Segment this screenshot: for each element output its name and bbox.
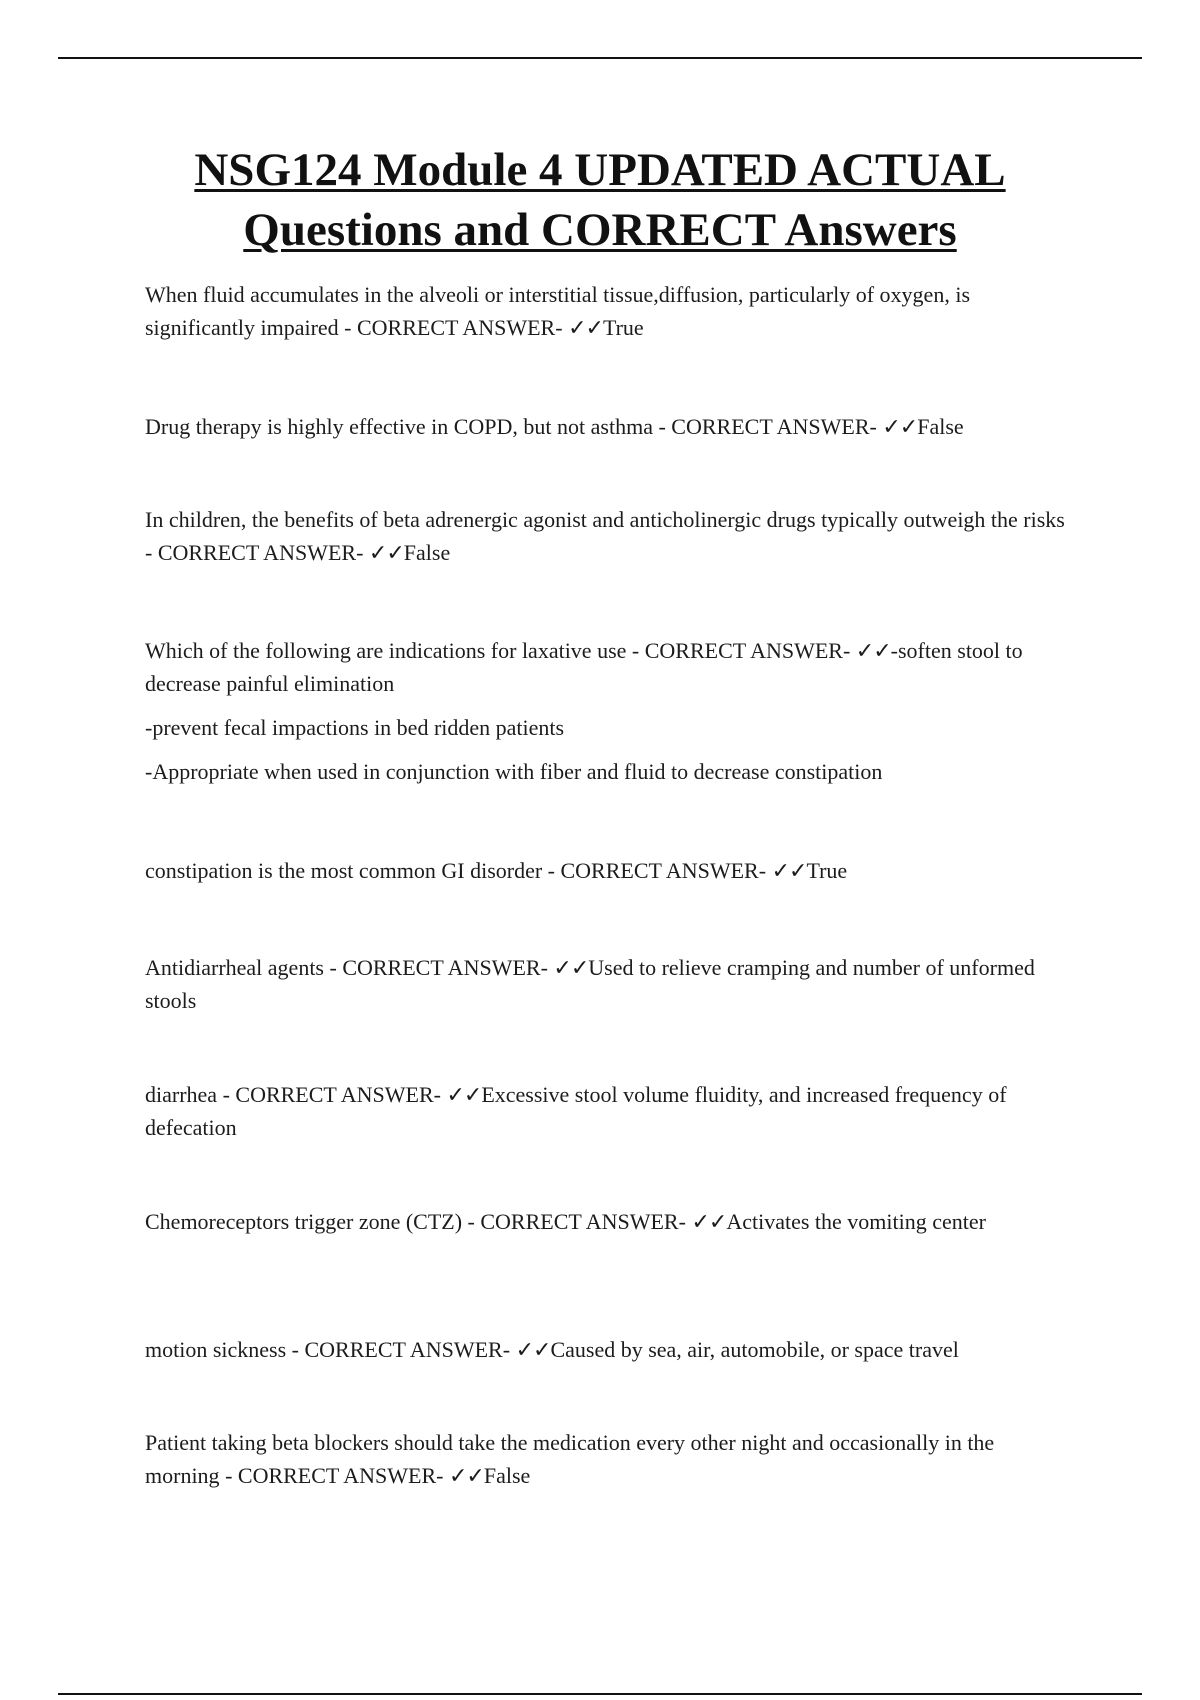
qa-main-line [145,634,1065,700]
checkmark-icon: ✓✓ [882,414,918,439]
answer-extra-line-1: -prevent fecal impactions in bed ridden patients [145,715,565,740]
question-text: Antidiarrheal agents [145,955,324,980]
answer-text: -soften stool to decrease painful elimination [145,638,1023,696]
answer-text: False [483,1463,531,1488]
answer-marker: - CORRECT ANSWER- [145,540,369,565]
answer-marker: - CORRECT ANSWER- [626,638,856,663]
checkmark-icon: ✓✓ [771,858,807,883]
answer-marker: - CORRECT ANSWER- [286,1337,516,1362]
title-line-2: Questions and CORRECT Answers [243,204,957,256]
question-text: Which of the following are indications for laxative use [145,638,627,663]
question-text: Chemoreceptors trigger zone (CTZ) [145,1209,463,1234]
answer-marker: - CORRECT ANSWER- [219,1463,449,1488]
answer-marker: - CORRECT ANSWER- [462,1209,692,1234]
answer-marker: - CORRECT ANSWER- [217,1082,447,1107]
qa-item-9 [145,1333,1065,1366]
qa-item-8 [145,1205,1065,1238]
question-text: When fluid accumulates in the alveoli or interstitial tissue,diffusion, particularly of oxygen, is significantly impaired [145,282,970,340]
question-text: Patient taking beta blockers should take the medication every other night and occasionally in the morning [145,1430,995,1488]
answer-text: True [806,858,848,883]
answer-text: True [602,315,644,340]
question-text: diarrhea [145,1082,218,1107]
question-text: Drug therapy is highly effective in COPD, but not asthma [145,414,653,439]
answer-text: Used to relieve cramping and number of unformed stools [145,955,1035,1013]
document-title [60,140,1140,260]
checkmark-icon: ✓✓ [368,540,404,565]
answer-text: Caused by sea, air, automobile, or space travel [550,1337,959,1362]
answer-text: Excessive stool volume fluidity, and increased frequency of defecation [145,1082,1007,1140]
question-text: motion sickness [145,1337,287,1362]
qa-item-2 [145,410,1065,443]
checkmark-icon: ✓✓ [568,315,603,340]
checkmark-icon: ✓✓ [855,638,891,663]
answer-text: Activates the vomiting center [726,1209,986,1234]
answer-marker: - CORRECT ANSWER- [324,955,554,980]
title-line-1: NSG124 Module 4 UPDATED ACTUAL [194,144,1006,196]
question-text: In children, the benefits of beta adrenergic agonist and anticholinergic drugs typically outweigh the risks [145,507,1065,532]
checkmark-icon: ✓✓ [448,1463,484,1488]
qa-item-5 [145,854,1065,887]
answer-text: False [403,540,451,565]
qa-item-4 [145,634,1065,788]
checkmark-icon: ✓✓ [553,955,589,980]
header-rule [58,57,1142,59]
answer-text: False [917,414,964,439]
answer-marker: - CORRECT ANSWER- [652,414,883,439]
qa-item-7 [145,1078,1065,1144]
qa-item-1 [145,278,1065,344]
qa-item-10 [145,1426,1065,1492]
footer-rule [58,1693,1142,1695]
checkmark-icon: ✓✓ [446,1082,482,1107]
qa-item-3 [145,503,1065,569]
question-text: constipation is the most common GI disorder [145,858,543,883]
checkmark-icon: ✓✓ [515,1337,551,1362]
answer-extra-line-2: -Appropriate when used in conjunction with fiber and fluid to decrease constipation [145,759,883,784]
checkmark-icon: ✓✓ [691,1209,727,1234]
qa-item-6 [145,951,1065,1017]
answer-marker: - CORRECT ANSWER- [542,858,772,883]
answer-marker: - CORRECT ANSWER- [338,315,569,340]
